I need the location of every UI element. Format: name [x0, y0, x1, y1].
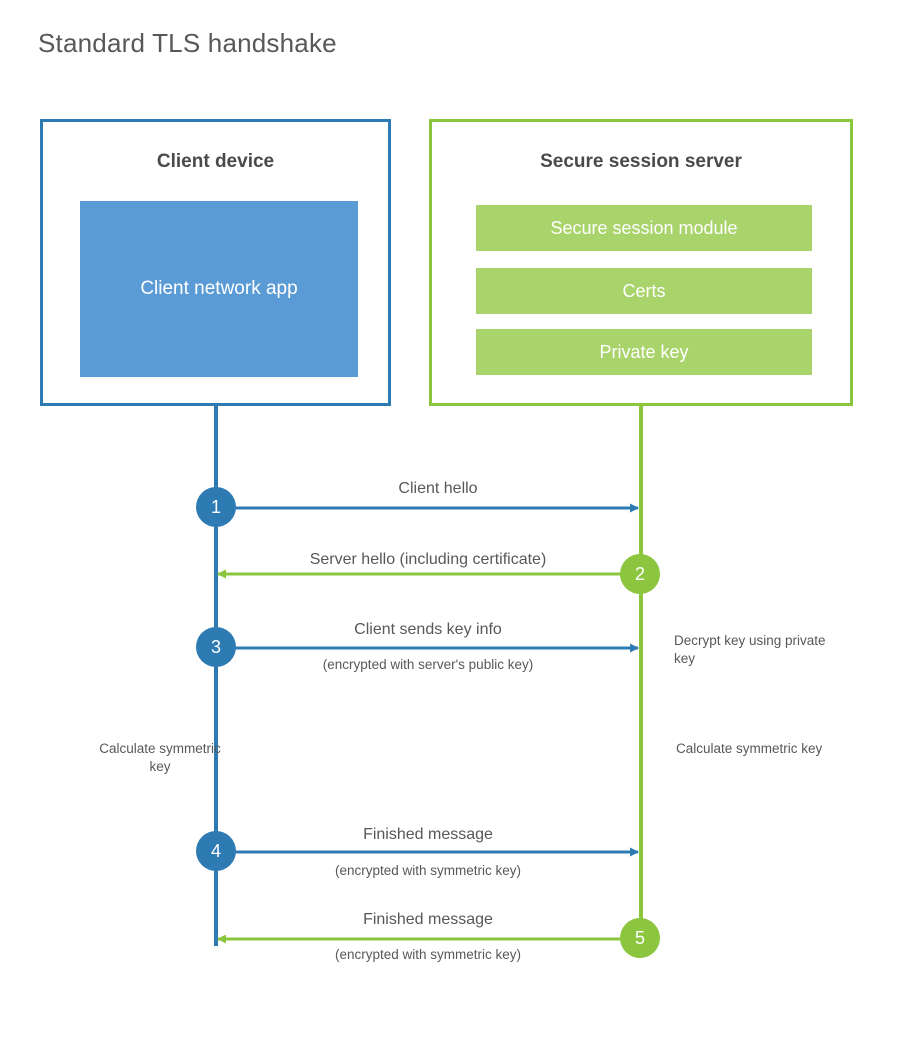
step-marker-1: 1	[196, 487, 236, 527]
step-marker-4: 4	[196, 831, 236, 871]
step-marker-5: 5	[620, 918, 660, 958]
note-server-calculate-symmetric-key: Calculate symmetric key	[676, 741, 823, 756]
step-marker-2: 2	[620, 554, 660, 594]
message-sub-server-finished: (encrypted with symmetric key)	[334, 947, 522, 962]
server-module-bar-certs: Certs	[476, 268, 812, 314]
note-decrypt-key: Decrypt key using private key	[674, 633, 826, 667]
message-sub-client-finished: (encrypted with symmetric key)	[334, 863, 522, 878]
client-network-app-box: Client network app	[80, 201, 358, 377]
note-client-calculate-symmetric-key: Calculate symmetric key	[99, 741, 221, 775]
client-device-title: Client device	[156, 151, 275, 172]
server-module-bar-private-key: Private key	[476, 329, 812, 375]
message-label-server-finished: Finished message	[363, 911, 493, 928]
secure-session-server-title: Secure session server	[540, 151, 742, 172]
message-label-client-finished: Finished message	[363, 826, 493, 843]
message-sub-client-key-info: (encrypted with server's public key)	[322, 657, 534, 672]
message-label-server-hello: Server hello (including certificate)	[309, 551, 547, 568]
step-marker-3: 3	[196, 627, 236, 667]
page-title: Standard TLS handshake	[38, 28, 337, 58]
secure-session-server-panel	[429, 119, 853, 406]
message-label-client-key-info: Client sends key info	[354, 621, 502, 638]
server-module-bar-secure-session-module: Secure session module	[476, 205, 812, 251]
message-label-client-hello: Client hello	[398, 480, 478, 497]
client-device-panel	[40, 119, 391, 406]
